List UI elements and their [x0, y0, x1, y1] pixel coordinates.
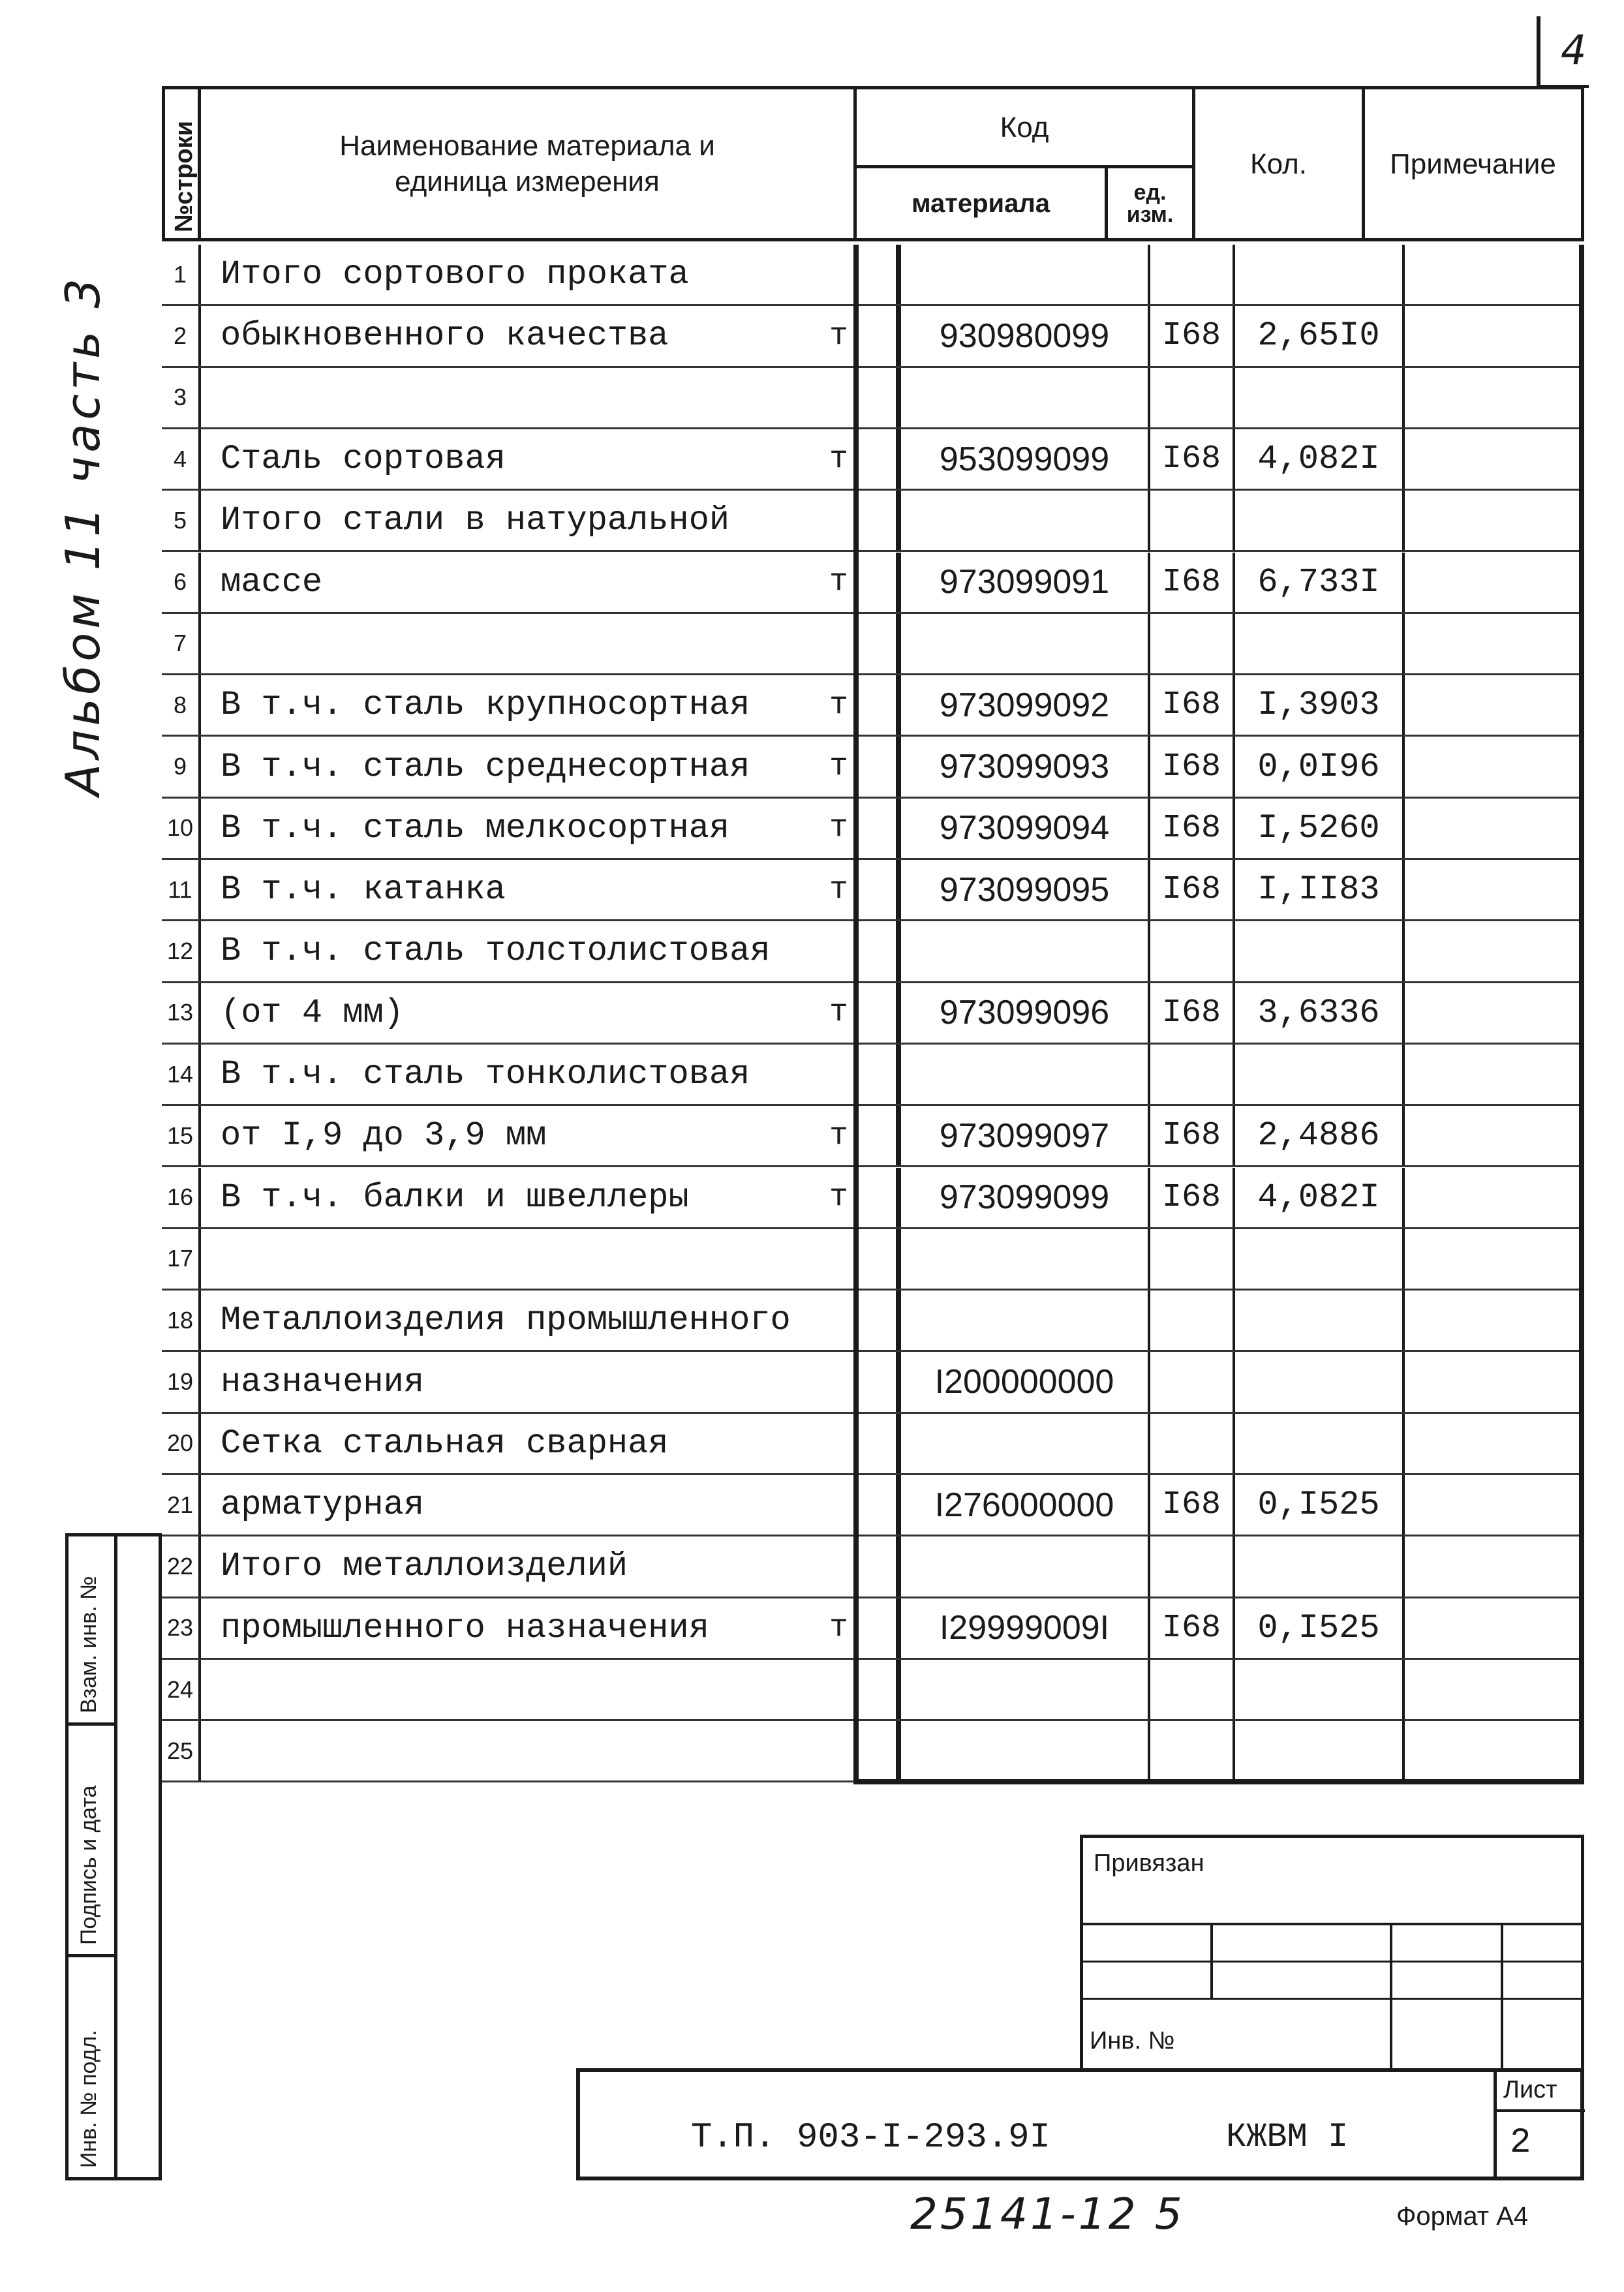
document-code: КЖВМ I: [1226, 2118, 1349, 2156]
inv-podl-label: Инв. № подл.: [76, 2030, 101, 2168]
unit-code: I68: [1150, 737, 1235, 796]
unit-code: [1150, 491, 1235, 550]
row-number: 7: [162, 614, 201, 673]
header-qty: [1192, 86, 1365, 241]
material-code: [896, 1414, 1150, 1473]
note-cell: [1405, 429, 1584, 489]
quantity: 3,6336: [1235, 983, 1405, 1043]
quantity: I,5260: [1235, 799, 1405, 858]
quantity: [1235, 921, 1405, 981]
note-cell: [1405, 921, 1584, 981]
row-number: 15: [162, 1106, 201, 1165]
row-unit: [782, 921, 896, 981]
row-unit: т: [829, 1610, 848, 1646]
unit-code: I68: [1150, 1106, 1235, 1165]
material-code: [896, 245, 1150, 304]
row-unit: [782, 1414, 896, 1473]
stamp-rule: [1501, 1923, 1503, 2071]
note-cell: [1405, 306, 1584, 365]
quantity: [1235, 1414, 1405, 1473]
note-cell: [1405, 1414, 1584, 1473]
quantity: [1235, 368, 1405, 427]
quantity: [1235, 1721, 1405, 1780]
header-unit-label: ед. изм.: [1126, 179, 1174, 227]
table-row: [162, 1721, 1584, 1782]
note-cell: [1405, 368, 1584, 427]
material-code: [896, 1660, 1150, 1719]
row-unit: [782, 1291, 896, 1350]
sheet-divider: [1494, 2072, 1497, 2180]
material-name: Итого металлоизделий: [221, 1547, 628, 1586]
row-unit: [782, 614, 896, 673]
stamp-rule: [1390, 1923, 1392, 2071]
table-row: [162, 1598, 1584, 1660]
row-unit: [782, 368, 896, 427]
row-unit: т: [829, 872, 848, 908]
material-code: 930980099: [896, 306, 1150, 365]
note-cell: [1405, 1045, 1584, 1104]
row-number: 2: [162, 306, 201, 365]
row-number: 1: [162, 245, 201, 304]
paper-format: Формат А4: [1396, 2202, 1529, 2231]
table-row: [162, 491, 1584, 552]
vzam-inv-label: Взам. инв. №: [76, 1576, 101, 1713]
row-unit: [782, 491, 896, 550]
title-block: [576, 2068, 1584, 2180]
unit-code: I68: [1150, 675, 1235, 735]
material-code: 973099096: [896, 983, 1150, 1043]
row-number: 14: [162, 1045, 201, 1104]
unit-code: I68: [1150, 983, 1235, 1043]
table-row: [162, 429, 1584, 491]
table-row: [162, 860, 1584, 921]
podpis-label: Подпись и дата: [76, 1785, 101, 1945]
row-number: 23: [162, 1598, 201, 1658]
material-name: В т.ч. сталь мелкосортная: [221, 808, 730, 848]
table-row: [162, 983, 1584, 1045]
note-cell: [1405, 245, 1584, 304]
unit-code: I68: [1150, 1598, 1235, 1658]
note-cell: [1405, 1352, 1584, 1411]
unit-code: [1150, 368, 1235, 427]
material-code: [896, 614, 1150, 673]
material-code: 973099092: [896, 675, 1150, 735]
inv-podl-cell: [69, 1957, 117, 2177]
note-cell: [1405, 1475, 1584, 1535]
material-name: Сталь сортовая: [221, 440, 506, 479]
material-code: 953099099: [896, 429, 1150, 489]
quantity: 0,0I96: [1235, 737, 1405, 796]
material-code: I276000000: [896, 1475, 1150, 1535]
note-cell: [1405, 1598, 1584, 1658]
row-number: 8: [162, 675, 201, 735]
row-number: 20: [162, 1414, 201, 1473]
row-unit: т: [829, 810, 848, 846]
material-name: Сетка стальная сварная: [221, 1424, 669, 1463]
material-name: Итого стали в натуральной: [221, 501, 730, 540]
unit-code: I68: [1150, 553, 1235, 612]
document-number: Т.П. 903-I-293.9I: [691, 2118, 1050, 2158]
header-code-label: Код: [1000, 111, 1049, 144]
row-number: 6: [162, 553, 201, 612]
row-unit: [782, 1536, 896, 1596]
sheet-rule: [1494, 2109, 1585, 2112]
material-name: назначения: [221, 1362, 425, 1401]
quantity: [1235, 245, 1405, 304]
unit-code: [1150, 1660, 1235, 1719]
row-number: 5: [162, 491, 201, 550]
table-row: [162, 737, 1584, 798]
unit-code: I68: [1150, 1168, 1235, 1227]
row-unit: [782, 1475, 896, 1535]
note-cell: [1405, 1536, 1584, 1596]
note-cell: [1405, 860, 1584, 919]
row-unit: [782, 1660, 896, 1719]
left-strip: [65, 1533, 162, 2180]
material-code: 973099095: [896, 860, 1150, 919]
row-number: 12: [162, 921, 201, 981]
row-unit: [782, 245, 896, 304]
material-name: Итого сортового проката: [221, 255, 689, 294]
material-code: I200000000: [896, 1352, 1150, 1411]
material-code: [896, 921, 1150, 981]
archive-number: 25141-12 5: [910, 2189, 1185, 2239]
note-cell: [1405, 491, 1584, 550]
quantity: [1235, 1352, 1405, 1411]
quantity: 2,65I0: [1235, 306, 1405, 365]
material-name: В т.ч. балки и швеллеры: [221, 1178, 689, 1217]
row-unit: т: [829, 749, 848, 785]
note-cell: [1405, 799, 1584, 858]
table-row: [162, 1414, 1584, 1475]
unit-code: [1150, 1045, 1235, 1104]
material-name: промышленного назначения: [221, 1608, 709, 1647]
unit-code: I68: [1150, 860, 1235, 919]
unit-code: I68: [1150, 1475, 1235, 1535]
row-number: 4: [162, 429, 201, 489]
quantity: I,II83: [1235, 860, 1405, 919]
note-cell: [1405, 1721, 1584, 1780]
material-code: [896, 1536, 1150, 1596]
material-name: от I,9 до 3,9 мм: [221, 1116, 547, 1155]
header-material: [853, 165, 1108, 241]
header-note: [1362, 86, 1584, 241]
quantity: 0,I525: [1235, 1598, 1405, 1658]
material-code: [896, 1229, 1150, 1289]
table-row: [162, 1475, 1584, 1536]
material-code: 973099093: [896, 737, 1150, 796]
row-number: 3: [162, 368, 201, 427]
table-row: [162, 306, 1584, 367]
material-code: [896, 1045, 1150, 1104]
header-row-number: [162, 86, 201, 241]
material-name: Металлоизделия промышленного: [221, 1301, 791, 1340]
row-number: 22: [162, 1536, 201, 1596]
material-name: В т.ч. сталь тонколистовая: [221, 1055, 750, 1094]
material-code: 973099091: [896, 553, 1150, 612]
unit-code: I68: [1150, 306, 1235, 365]
quantity: [1235, 1045, 1405, 1104]
row-unit: т: [829, 441, 848, 477]
table-row: [162, 1229, 1584, 1291]
page-number: 4: [1561, 26, 1587, 74]
quantity: 6,733I: [1235, 553, 1405, 612]
table-row: [162, 614, 1584, 675]
table-row: [162, 921, 1584, 983]
note-cell: [1405, 1660, 1584, 1719]
quantity: I,3903: [1235, 675, 1405, 735]
unit-code: [1150, 1414, 1235, 1473]
unit-code: [1150, 1721, 1235, 1780]
unit-code: I68: [1150, 799, 1235, 858]
row-unit: т: [829, 687, 848, 723]
quantity: [1235, 1229, 1405, 1289]
note-cell: [1405, 1106, 1584, 1165]
row-number: 13: [162, 983, 201, 1043]
stamp-rule: [1083, 1923, 1584, 1925]
quantity: 0,I525: [1235, 1475, 1405, 1535]
row-number: 11: [162, 860, 201, 919]
material-code: [896, 1291, 1150, 1350]
header-code: [853, 86, 1195, 168]
table-row: [162, 245, 1584, 306]
stamp-rule: [1083, 1961, 1584, 1963]
corner-mark: [1537, 16, 1540, 88]
note-cell: [1405, 1291, 1584, 1350]
note-cell: [1405, 983, 1584, 1043]
row-unit: т: [829, 1118, 848, 1154]
material-code: [896, 491, 1150, 550]
stamp-inv-label: Инв. №: [1090, 2027, 1175, 2055]
quantity: [1235, 1291, 1405, 1350]
quantity: [1235, 491, 1405, 550]
note-cell: [1405, 614, 1584, 673]
note-cell: [1405, 553, 1584, 612]
note-cell: [1405, 675, 1584, 735]
table-row: [162, 799, 1584, 860]
row-unit: [782, 1721, 896, 1780]
row-unit: т: [829, 564, 848, 600]
row-unit: т: [829, 995, 848, 1031]
row-number: 24: [162, 1660, 201, 1719]
table-row: [162, 1291, 1584, 1352]
header-note-label: Примечание: [1390, 147, 1556, 180]
material-code: I29999009I: [896, 1598, 1150, 1658]
binding-stamp: [1080, 1835, 1584, 2071]
unit-code: [1150, 1352, 1235, 1411]
table-row: [162, 1106, 1584, 1167]
vzam-inv-cell: [69, 1536, 117, 1726]
header-name: [198, 86, 857, 241]
table-row: [162, 1660, 1584, 1721]
material-name: В т.ч. сталь толстолистовая: [221, 932, 771, 971]
material-name: массе: [221, 562, 323, 602]
header-row-number-label: №строки: [170, 121, 198, 232]
table-row: [162, 1045, 1584, 1106]
material-name: (от 4 мм): [221, 993, 404, 1032]
quantity: [1235, 1660, 1405, 1719]
quantity: 4,082I: [1235, 429, 1405, 489]
material-code: 973099097: [896, 1106, 1150, 1165]
quantity: [1235, 614, 1405, 673]
table-row: [162, 1168, 1584, 1229]
row-number: 19: [162, 1352, 201, 1411]
unit-code: [1150, 921, 1235, 981]
table-row: [162, 1536, 1584, 1598]
unit-code: [1150, 1536, 1235, 1596]
stamp-rule: [1083, 1998, 1584, 2000]
table-row: [162, 1352, 1584, 1413]
material-code: [896, 1721, 1150, 1780]
header-material-label: материала: [911, 189, 1050, 218]
row-number: 17: [162, 1229, 201, 1289]
note-cell: [1405, 1168, 1584, 1227]
material-name: В т.ч. катанка: [221, 870, 506, 909]
row-unit: [782, 1229, 896, 1289]
row-unit: [782, 1352, 896, 1411]
header-name-label: Наименование материала и единица измерения: [339, 130, 715, 198]
unit-code: [1150, 245, 1235, 304]
sheet-label: Лист: [1503, 2076, 1557, 2103]
quantity: [1235, 1536, 1405, 1596]
row-number: 21: [162, 1475, 201, 1535]
quantity: 2,4886: [1235, 1106, 1405, 1165]
material-code: [896, 368, 1150, 427]
unit-code: I68: [1150, 429, 1235, 489]
binding-stamp-label: Привязан: [1094, 1850, 1204, 1877]
unit-code: [1150, 614, 1235, 673]
material-code: 973099099: [896, 1168, 1150, 1227]
row-number: 16: [162, 1168, 201, 1227]
row-number: 10: [162, 799, 201, 858]
row-unit: т: [829, 1180, 848, 1215]
material-name: В т.ч. сталь среднесортная: [221, 747, 750, 786]
side-note-text: Альбом 11 часть 3: [55, 274, 110, 796]
table-row: [162, 553, 1584, 614]
table-row: [162, 368, 1584, 429]
header-unit: [1105, 165, 1195, 241]
unit-code: [1150, 1291, 1235, 1350]
material-name: арматурная: [221, 1486, 425, 1525]
material-code: 973099094: [896, 799, 1150, 858]
row-unit: [782, 1045, 896, 1104]
stamp-rule: [1210, 1923, 1213, 2000]
note-cell: [1405, 1229, 1584, 1289]
unit-code: [1150, 1229, 1235, 1289]
quantity: 4,082I: [1235, 1168, 1405, 1227]
header-qty-label: Кол.: [1249, 147, 1308, 180]
table-row: [162, 675, 1584, 737]
material-name: обыкновенного качества: [221, 316, 669, 356]
sheet-number: 2: [1510, 2123, 1531, 2163]
row-number: 9: [162, 737, 201, 796]
row-number: 18: [162, 1291, 201, 1350]
material-name: В т.ч. сталь крупносортная: [221, 686, 750, 725]
note-cell: [1405, 737, 1584, 796]
podpis-cell: [69, 1726, 117, 1957]
row-number: 25: [162, 1721, 201, 1780]
row-unit: т: [829, 318, 848, 354]
